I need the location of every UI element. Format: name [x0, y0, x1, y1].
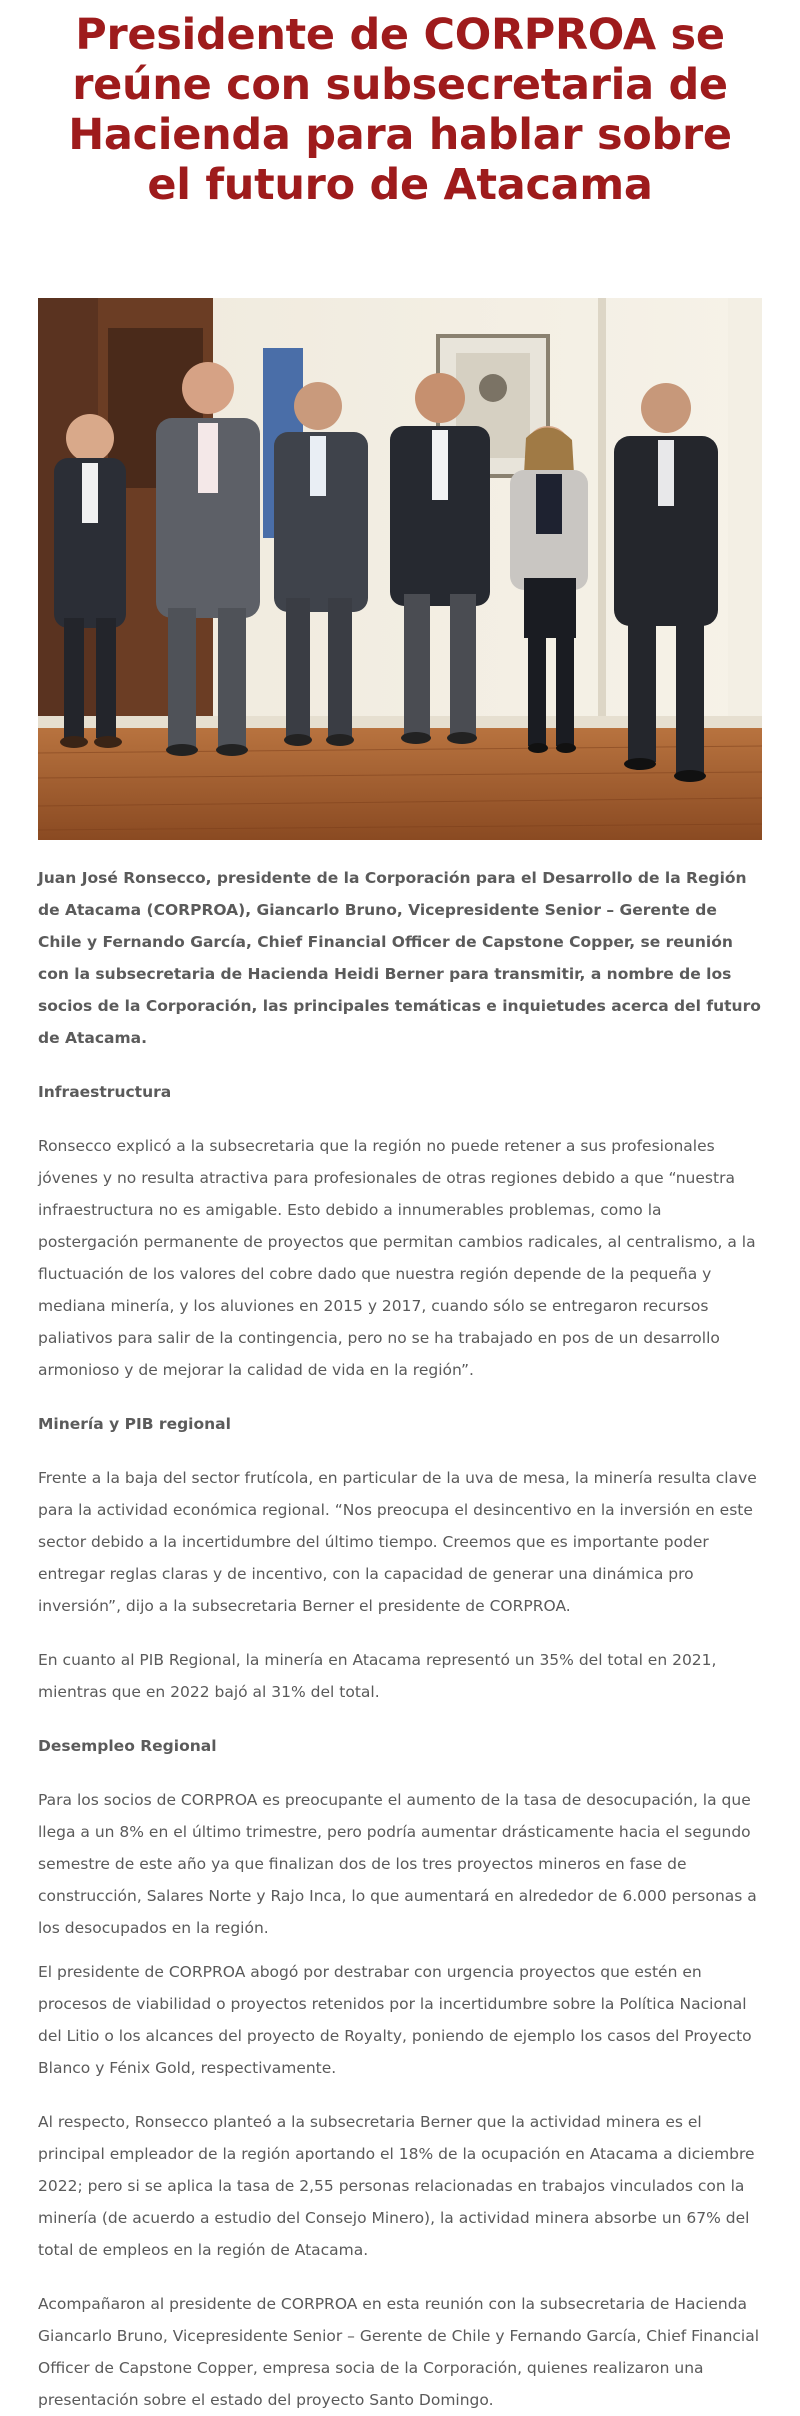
paragraph: Para los socios de CORPROA es preocupante el aumento de la tasa de desocupación, la que llega a un 8% en el último trimestre, pero podría aumentar drásticamente hacia el segundo semestre de este año ya que finalizan dos de los tres proyectos mineros en fase de construcción, Salares Norte y Rajo Inca, lo que aumentará en alrededor de 6.000 personas a los desocupados en la región. — [38, 1791, 757, 1937]
paragraph: El presidente de CORPROA abogó por destrabar con urgencia proyectos que estén en procesos de viabilidad o proyectos retenidos por la incertidumbre sobre la Política Nacional del Litio o los alcances del proyecto de Royalty, poniendo de ejemplo los casos del Proyecto Blanco y Fénix Gold, respectivamente. — [38, 1963, 752, 2077]
section-heading-desempleo: Desempleo Regional — [38, 1737, 217, 1755]
group-photo-icon — [38, 298, 762, 840]
article-body — [38, 862, 762, 2416]
paragraph: Acompañaron al presidente de CORPROA en esta reunión con la subsecretaria de Hacienda Giancarlo Bruno, Vicepresidente Senior – Gerente de Chile y Fernando García, Chief Financial Officer de Capstone Copper, empresa socia de la Corporación, quienes realizaron una presentación sobre el estado del proyecto Santo Domingo. — [38, 2295, 760, 2409]
section-heading-infraestructura: Infraestructura — [38, 1083, 172, 1101]
paragraph: Ronsecco explicó a la subsecretaria que la región no puede retener a sus profesionales jóvenes y no resulta atractiva para profesionales de otras regiones debido a que “nuestra infraestructura no es amigable. Esto debido a innumerables problemas, como la postergación permanente de proyectos que permitan cambios radicales, al centralismo, a la fluctuación de los valores del cobre dado que nuestra región depende de la pequeña y mediana minería, y los aluviones en 2015 y 2017, cuando sólo se entregaron recursos paliativos para salir de la contingencia, pero no se ha trabajado en pos de un desarrollo armonioso y de mejorar la calidad de vida en la región”. — [38, 1137, 756, 1379]
group-photo — [38, 298, 762, 840]
paragraph: Al respecto, Ronsecco planteó a la subsecretaria Berner que la actividad minera es el principal empleador de la región aportando el 18% de la ocupación en Atacama a diciembre 2022; pero si se aplica la tasa de 2,55 personas relacionadas en trabajos vinculados con la minería (de acuerdo a estudio del Consejo Minero), la actividad minera absorbe un 67% del total de empleos en la región de Atacama. — [38, 2113, 755, 2259]
article-title: Presidente de CORPROA se reúne con subsecretaria de Hacienda para hablar sobre el futuro de Atacama — [68, 10, 732, 210]
section-heading-mineria: Minería y PIB regional — [38, 1415, 231, 1433]
paragraph: En cuanto al PIB Regional, la minería en Atacama representó un 35% del total en 2021, mientras que en 2022 bajó al 31% del total. — [38, 1651, 717, 1701]
paragraph: Frente a la baja del sector frutícola, en particular de la uva de mesa, la minería resulta clave para la actividad económica regional. “Nos preocupa el desincentivo en la inversión en este sector debido a la incertidumbre del último tiempo. Creemos que es importante poder entregar reglas claras y de incentivo, con la capacidad de generar una dinámica pro inversión”, dijo a la subsecretaria Berner el presidente de CORPROA. — [38, 1469, 757, 1615]
lead-paragraph: Juan José Ronsecco, presidente de la Corporación para el Desarrollo de la Región de Atacama (CORPROA), Giancarlo Bruno, Vicepresidente Senior – Gerente de Chile y Fernando García, Chief Financial Officer de Capstone Copper, se reunión con la subsecretaria de Hacienda Heidi Berner para transmitir, a nombre de los socios de la Corporación, las principales temáticas e inquietudes acerca del futuro de Atacama. — [38, 869, 761, 1047]
